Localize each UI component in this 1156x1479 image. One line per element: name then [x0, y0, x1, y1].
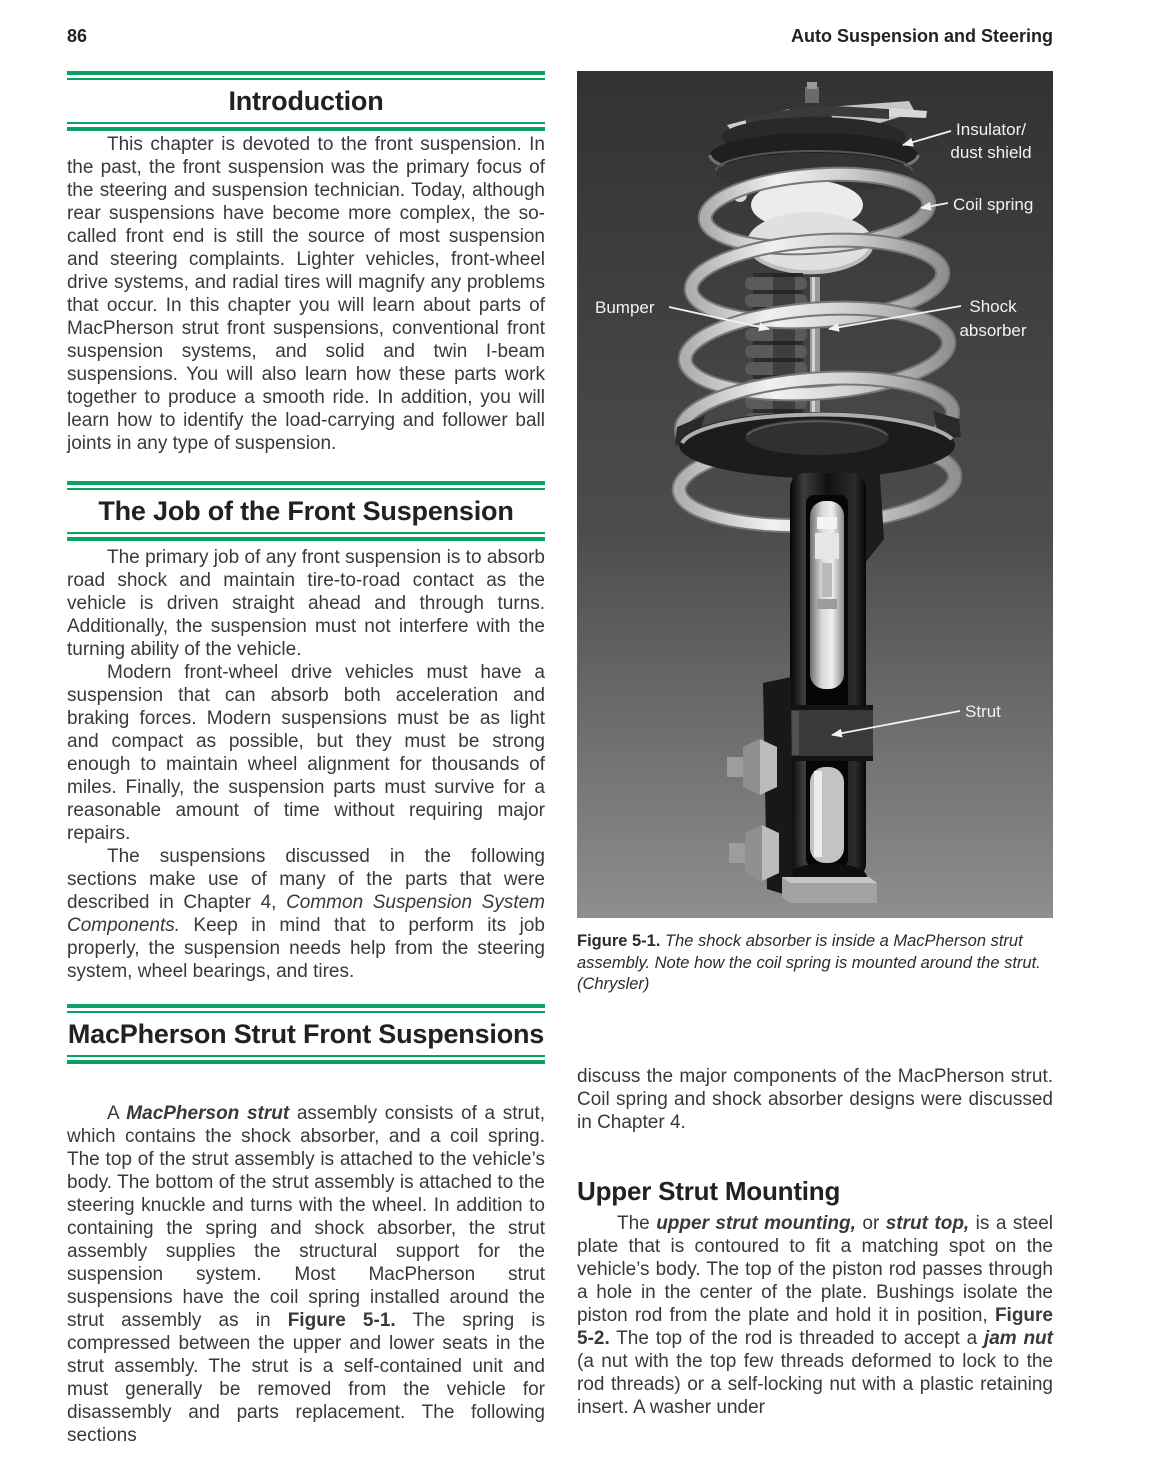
green-rule [67, 481, 545, 490]
subsection-title-upper-strut: Upper Strut Mounting [577, 1176, 841, 1206]
green-rule [67, 1004, 545, 1013]
insulator-label-line2: dust shield [950, 143, 1032, 162]
stand-block [782, 877, 877, 903]
intro-paragraph: This chapter is devoted to the front suspension. In the past, the front suspension was the primary focus of the steering and suspension technician. Today, although rear suspensions have become more complex, the so-called front end is still the source of most suspension and steering complaints. Lighter vehicles, front-wheel drive systems, and radial tires will magnify any problems that occur. In this chapter you will learn about parts of MacPherson strut front suspensions, conventional front suspension systems, and solid and twin I-beam suspensions. You will also learn how these parts work together to produce a smooth ride. In addition, you will learn how to identify the load-carrying and follower ball joints in any type of suspension. [67, 134, 545, 454]
section-title-job: The Job of the Front Suspension [98, 496, 514, 526]
section-macpherson-heading [67, 1004, 545, 1064]
job-paragraphs [67, 546, 545, 983]
bumper-boot [745, 273, 807, 425]
bumper-label: Bumper [595, 298, 655, 317]
macpherson-paragraph: A MacPherson strut assembly consists of a strut, which contains the shock absorber, and a coil spring. The top of the strut assembly is attached to the vehicle’s body. The bottom of the strut assembly is attached to the steering knuckle and turns with the wheel. In addition to containing the spring and shock absorber, the strut assembly supplies the structural support for the suspension system. Most MacPherson strut suspensions have the coil spring installed around the strut assembly as in Figure 5-1. The spring is compressed between the upper and lower seats in the strut assembly. The strut is a self-contained unit and must generally be removed from the vehicle for disassembly and parts replacement. The following sections [67, 1103, 546, 1446]
running-title: Auto Suspension and Steering [790, 26, 1053, 46]
green-rule [67, 1055, 545, 1064]
running-head [67, 26, 1053, 47]
shock-label-line2: absorber [959, 321, 1027, 340]
insulator-label-line1: Insulator/ [956, 120, 1026, 139]
jounce-bumper-top [747, 180, 873, 274]
shock-label-line1: Shock [969, 297, 1017, 316]
strut-label: Strut [965, 702, 1001, 721]
section-title-introduction: Introduction [228, 86, 384, 116]
upper-strut-paragraph: The upper strut mounting, or strut top, is a steel plate that is contoured to fit a matching spot on the vehicle’s body. The top of the piston rod passes through a hole in the center of the plate. Bushings isolate the piston rod from the plate and hold it in position, Figure 5-2. The top of the rod is threaded to accept a jam nut (a nut with the top few threads deformed to lock to the rod threads) or a self-locking nut with a plastic retaining insert. A washer under [577, 1213, 1053, 1418]
piston-rod-highlight [812, 277, 815, 427]
green-rule [67, 532, 545, 541]
green-rule [67, 122, 545, 131]
continuation-paragraph: discuss the major components of the MacPherson strut. Coil spring and shock absorber designs were discussed in Chapter 4. [577, 1066, 1053, 1133]
section-job-heading [67, 481, 545, 541]
coil-spring-label: Coil spring [953, 195, 1034, 214]
page-number: 86 [67, 26, 88, 46]
job-paragraph-3: The suspensions discussed in the following sections make use of many of the parts that were described in Chapter 4, Common Suspension System Components. Keep in mind that to perform its job properly, the suspension needs help from the steering system, wheel bearings, and tires. [67, 846, 545, 982]
job-paragraph-2: Modern front-wheel drive vehicles must have a suspension that can absorb both acceleration and braking forces. Modern suspensions must be as light and compact as possible, but they must be strong enough to maintain wheel alignment for thousands of miles. Finally, the suspension parts must survive for a reasonable amount of time without requiring major repairs. [67, 662, 545, 844]
figure-caption: Figure 5-1. The shock absorber is inside a MacPherson strut assembly. Note how the coil spring is mounted around the strut. (Chrysler) [577, 932, 1041, 993]
job-paragraph-1: The primary job of any front suspension is to absorb road shock and maintain tire-to-road contact as the vehicle is driven straight ahead and through turns. Additionally, the suspension must not interfere with the turning ability of the vehicle. [67, 547, 545, 660]
strut-photo [577, 71, 1053, 918]
section-title-macpherson: MacPherson Strut Front Suspensions [67, 1019, 545, 1049]
section-intro-heading [67, 71, 545, 131]
figure-5-1 [577, 71, 1053, 923]
green-rule [67, 71, 545, 80]
